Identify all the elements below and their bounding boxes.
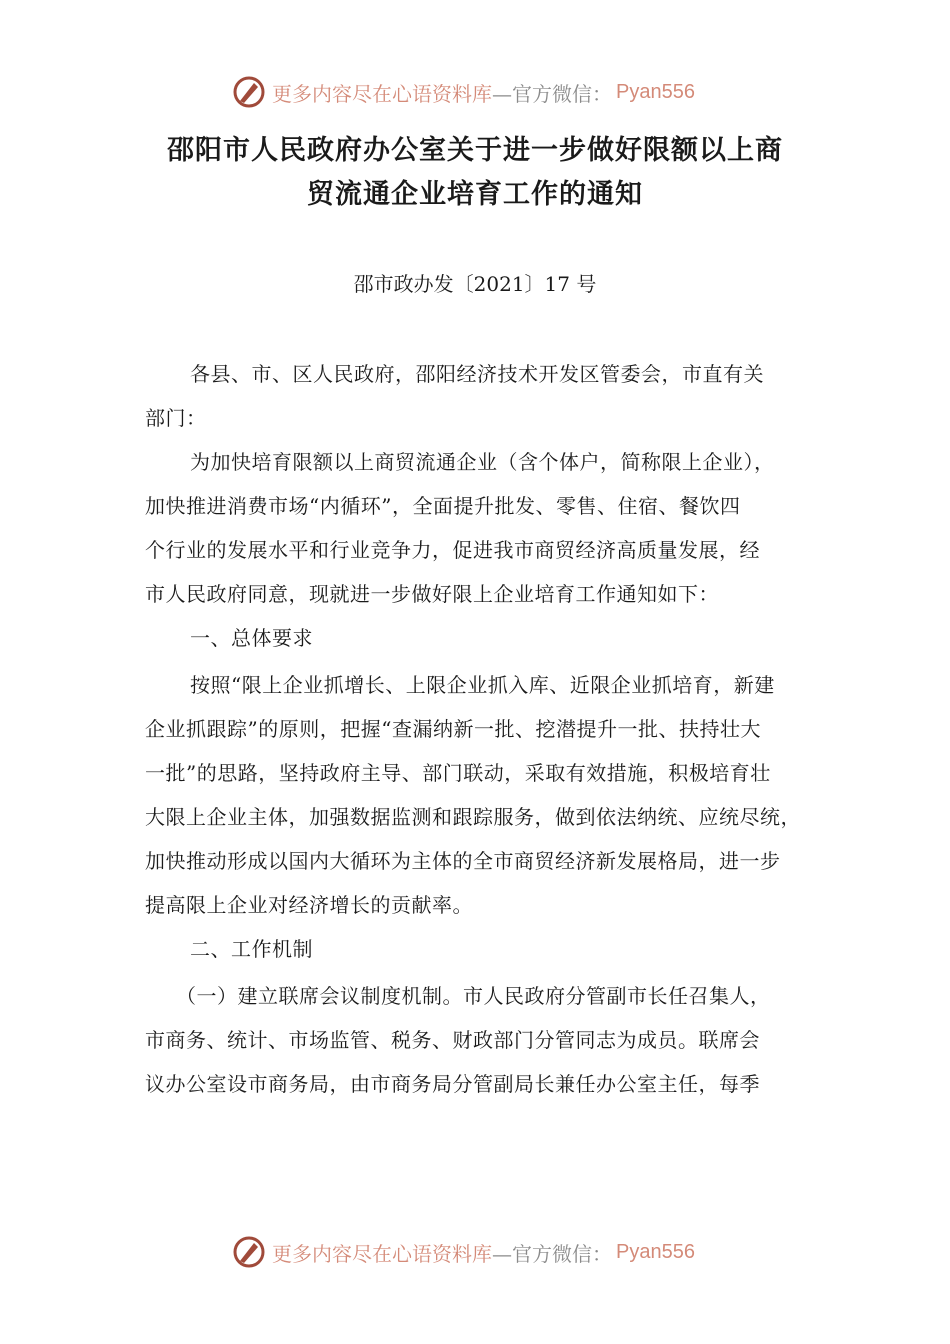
body-line: 部门： — [145, 406, 207, 430]
watermark-text: 更多内容尽在心语资料库 — [272, 81, 492, 106]
title-line-2: 贸流通企业培育工作的通知 — [307, 179, 643, 210]
watermark-wechat-label: —官方微信： — [492, 81, 612, 106]
body-line: 各县、市、区人民政府，邵阳经济技术开发区管委会，市直有关 — [190, 362, 764, 386]
document-number: 邵市政办发〔2021〕17 号 — [353, 272, 597, 296]
pen-logo-icon — [232, 75, 266, 109]
watermark-wechat-id: Pyan556 — [616, 1240, 695, 1263]
watermark-footer — [232, 1232, 695, 1272]
body-line: 市商务、统计、市场监管、税务、财政部门分管同志为成员。联席会 — [145, 1028, 760, 1052]
body-line: 大限上企业主体，加强数据监测和跟踪服务，做到依法纳统、应统尽统， — [145, 805, 801, 829]
body-line: 个行业的发展水平和行业竞争力，促进我市商贸经济高质量发展，经 — [145, 538, 760, 562]
section-heading: 一、总体要求 — [190, 626, 313, 650]
body-line: 议办公室设市商务局，由市商务局分管副局长兼任办公室主任，每季 — [145, 1072, 760, 1096]
watermark-text: 更多内容尽在心语资料库 — [272, 1241, 492, 1266]
body-line: 市人民政府同意，现就进一步做好限上企业培育工作通知如下： — [145, 582, 719, 606]
body-line: 加快推进消费市场“内循环”，全面提升批发、零售、住宿、餐饮四 — [145, 494, 741, 518]
watermark-header — [232, 72, 695, 112]
watermark-wechat-label: —官方微信： — [492, 1241, 612, 1266]
body-line: （一）建立联席会议制度机制。市人民政府分管副市长任召集人， — [176, 984, 771, 1008]
title-line-1: 邵阳市人民政府办公室关于进一步做好限额以上商 — [167, 135, 783, 166]
pen-logo-icon — [232, 1235, 266, 1269]
body-line: 提高限上企业对经济增长的贡献率。 — [145, 893, 473, 917]
watermark-wechat-id: Pyan556 — [616, 80, 695, 103]
section-heading: 二、工作机制 — [190, 937, 313, 961]
body-line: 企业抓跟踪”的原则，把握“查漏纳新一批、挖潜提升一批、扶持壮大 — [145, 717, 761, 741]
body-line: 加快推动形成以国内大循环为主体的全市商贸经济新发展格局，进一步 — [145, 849, 781, 873]
body-line: 为加快培育限额以上商贸流通企业（含个体户，简称限上企业）， — [190, 450, 775, 474]
body-line: 一批”的思路，坚持政府主导、部门联动，采取有效措施，积极培育壮 — [145, 761, 771, 785]
body-line: 按照“限上企业抓增长、上限企业抓入库、近限企业抓培育，新建 — [190, 673, 775, 697]
